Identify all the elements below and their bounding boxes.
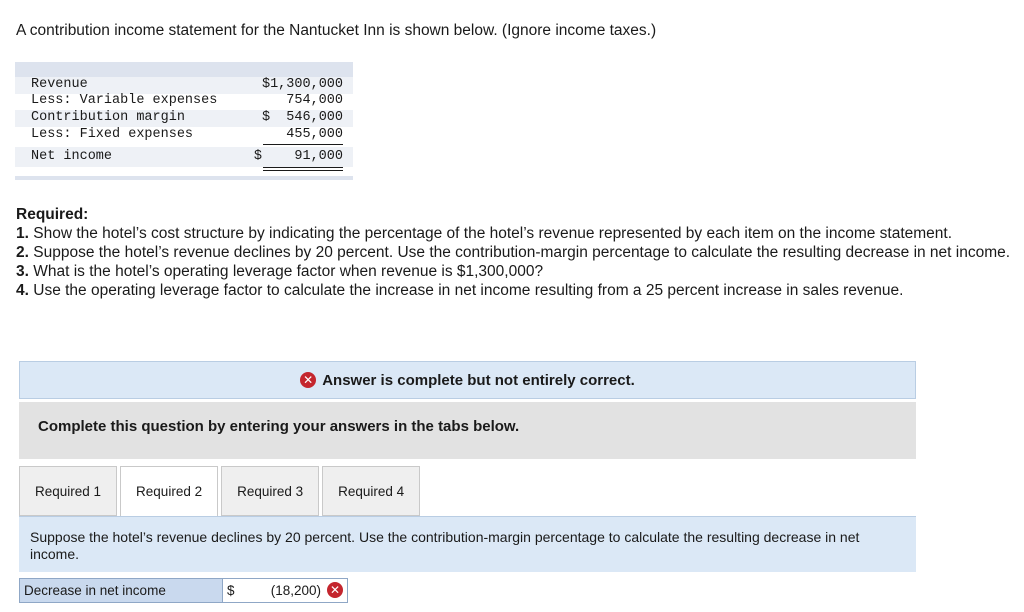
item-number: 3. [16,263,29,280]
underline [263,144,343,145]
statement-label: Revenue [31,77,88,92]
answer-label: Decrease in net income [19,578,223,603]
item-text: Use the operating leverage factor to calculate the increase in net income resulting from a 25 percent increase in sales revenue. [33,282,904,299]
income-statement-table [15,62,353,180]
required-item-1 [16,224,1011,243]
required-item-4 [16,281,1011,300]
item-number: 1. [16,225,29,242]
statement-amount: 455,000 [286,127,343,142]
statement-label: Less: Variable expenses [31,93,218,108]
statement-amount: $ 546,000 [261,110,343,125]
statement-amount: $1,300,000 [261,77,343,92]
question-panel [19,516,916,572]
item-number: 4. [16,282,29,299]
statement-row-net-income [15,147,353,167]
required-item-3 [16,262,1011,281]
x-circle-icon: ✕ [300,372,316,388]
incorrect-x-icon: ✕ [327,582,343,598]
intro-text: A contribution income statement for the Nantucket Inn is shown below. (Ignore income taxes.) [16,22,657,39]
tab-required-2[interactable]: Required 2 [120,466,218,517]
item-number: 2. [16,244,29,261]
tab-required-3[interactable]: Required 3 [221,466,319,516]
double-underline-2 [263,170,343,171]
statement-label: Contribution margin [31,110,185,125]
statement-amount: $ 91,000 [253,149,343,164]
statement-row-variable-expenses [15,93,353,110]
panel-text: Suppose the hotel’s revenue declines by 20 percent. Use the contribution-margin percentage to calculate the resulting decrease in net income. [30,529,860,562]
instruction-text: Complete this question by entering your answers in the tabs below. [38,418,520,435]
statement-row-fixed-expenses [15,127,353,144]
double-underline-1 [263,167,343,168]
currency-symbol: $ [227,583,235,598]
required-item-2 [16,243,1011,262]
tab-bar [19,466,423,517]
statement-label: Less: Fixed expenses [31,127,194,142]
answer-value: (18,200) [270,583,321,598]
statement-label: Net income [31,149,113,164]
required-heading: Required: [16,206,89,223]
statement-row-revenue [15,77,353,94]
item-text: What is the hotel’s operating leverage factor when revenue is $1,300,000? [33,263,544,280]
answer-status-banner [19,361,916,399]
instruction-bar [19,402,916,459]
required-section [16,205,1011,300]
banner-text: Answer is complete but not entirely correct. [322,371,635,389]
answer-row [19,578,348,603]
answer-input[interactable] [223,578,348,603]
statement-amount: 754,000 [286,93,343,108]
item-text: Show the hotel’s cost structure by indicating the percentage of the hotel’s revenue represented by each item on the income statement. [33,225,953,242]
statement-row-contribution-margin [15,110,353,127]
tab-required-4[interactable]: Required 4 [322,466,420,516]
item-text: Suppose the hotel’s revenue declines by 20 percent. Use the contribution-margin percentage to calculate the resulting decrease in net income. [33,244,1011,261]
tab-required-1[interactable]: Required 1 [19,466,117,516]
